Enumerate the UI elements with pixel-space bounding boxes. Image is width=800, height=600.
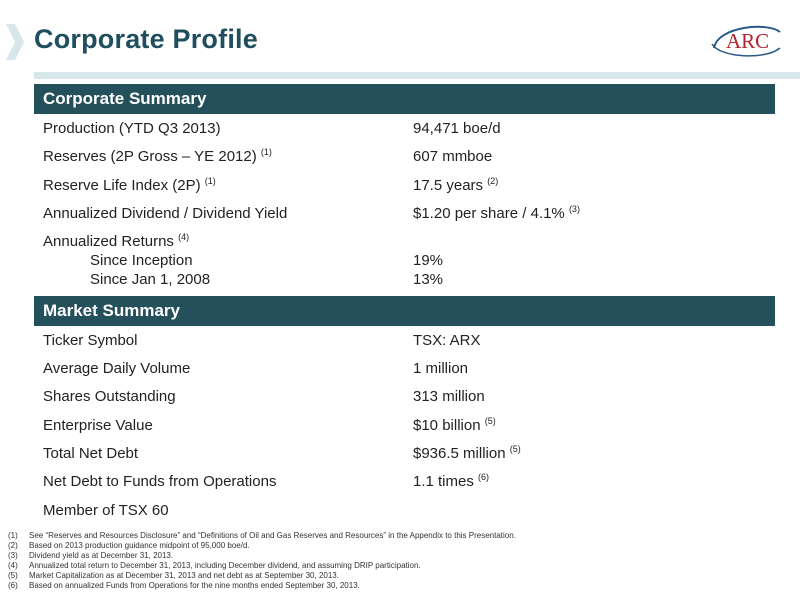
row-label: Ticker Symbol [43, 332, 138, 349]
arc-logo [708, 20, 784, 60]
row-value: 1 million [413, 360, 469, 377]
row-label: Since Inception [90, 252, 193, 269]
row-label: Total Net Debt [43, 445, 139, 462]
corporate-summary-heading: Corporate Summary [43, 89, 207, 108]
logo-text: ARC [726, 29, 770, 53]
footnote-ref: (2) [487, 176, 499, 186]
chevron-arrow-icon [4, 22, 26, 62]
row-value: 13% [413, 271, 444, 288]
row-label: Annualized Dividend / Dividend Yield [43, 205, 288, 222]
row-label: Annualized Returns $^{(4)}$ [43, 232, 190, 250]
footnote-ref: (6) [478, 472, 490, 482]
market-summary-header [34, 296, 775, 326]
footnote-ref: (1) [204, 176, 216, 186]
row-label: Member of TSX 60 [43, 502, 169, 519]
row-value: 313 million [413, 388, 485, 405]
row-label: Since Jan 1, 2008 [90, 271, 211, 288]
row-value: 94,471 boe/d [413, 120, 501, 137]
row-value: $1.20 per share / 4.1% $^{(3)}$ [413, 204, 580, 222]
row-value: 17.5 years $^{(2)}$ [413, 176, 499, 194]
row-value: TSX: ARX [413, 332, 481, 349]
row-label: Enterprise Value [43, 417, 153, 434]
row-label: Average Daily Volume [43, 360, 191, 377]
row-label: Net Debt to Funds from Operations [43, 473, 277, 490]
footnote-ref: (5) [484, 416, 496, 426]
row-value: 607 mmboe [413, 148, 493, 165]
row-label: Reserves (2P Gross – YE 2012) $^{(1)}$ [43, 147, 272, 165]
footnote-ref: (5) [509, 444, 521, 454]
corporate-summary-header [34, 84, 775, 114]
footnote-ref: (3) [568, 204, 580, 214]
page-title: Corporate Profile [34, 24, 258, 54]
row-label: Production (YTD Q3 2013) [43, 120, 221, 137]
row-value: 19% [413, 252, 444, 269]
row-value: $10 billion $^{(5)}$ [413, 416, 496, 434]
footnote-ref: (1) [260, 147, 272, 157]
title-underline [34, 72, 800, 79]
market-summary-heading: Market Summary [43, 301, 181, 320]
row-label: Reserve Life Index (2P) $^{(1)}$ [43, 176, 216, 194]
row-value: $936.5 million $^{(5)}$ [413, 444, 521, 462]
footnote-ref: (4) [178, 232, 190, 242]
row-value: 1.1 times $^{(6)}$ [413, 472, 490, 490]
row-label: Shares Outstanding [43, 388, 176, 405]
